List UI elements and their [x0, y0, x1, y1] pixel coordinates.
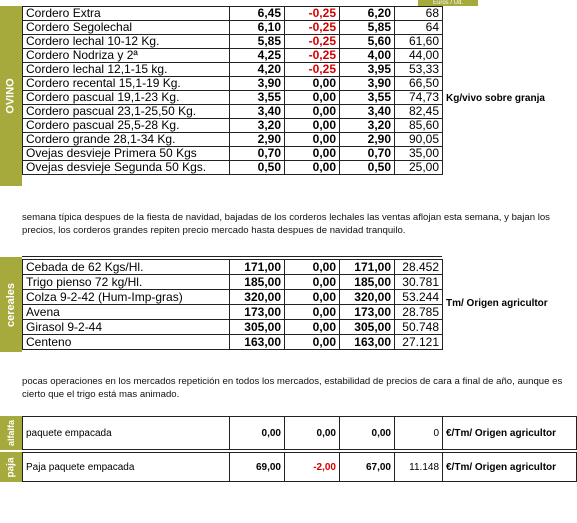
alfalfa-table: [22, 416, 577, 450]
volume: 27.121: [395, 335, 443, 350]
current-price: 163,00: [340, 335, 395, 350]
prev-price: 171,00: [230, 260, 285, 275]
prev-price: 173,00: [230, 305, 285, 320]
price-diff: 0,00: [285, 275, 340, 290]
product-name: Cordero Segolechal: [23, 21, 230, 35]
prev-price: 6,10: [230, 21, 285, 35]
product-name: Cordero lechal 10-12 Kg.: [23, 35, 230, 49]
current-price: 320,00: [340, 290, 395, 305]
prev-price: 3,90: [230, 77, 285, 91]
table-row: [23, 7, 443, 21]
table-row: [23, 91, 443, 105]
price-diff: 0,00: [285, 119, 340, 133]
alfalfa-section: [0, 416, 577, 450]
paja-side-label: paja: [0, 452, 22, 482]
prev-price: 5,85: [230, 35, 285, 49]
current-price: 0,00: [340, 417, 395, 450]
product-name: Colza 9-2-42 (Hum-Imp-gras): [23, 290, 230, 305]
unit-note: €/Tm/ Origen agricultor: [443, 453, 577, 482]
product-name: Paja paquete empacada: [23, 453, 230, 482]
unit-price: 82,45: [395, 105, 443, 119]
prev-price: 185,00: [230, 275, 285, 290]
current-price: 3,90: [340, 77, 395, 91]
current-price: 171,00: [340, 260, 395, 275]
ovino-unit-note: Kg/vivo sobre granja: [446, 93, 545, 104]
table-row: [23, 453, 577, 482]
table-row: [23, 275, 443, 290]
product-name: Cordero pascual 23,1-25,50 Kg.: [23, 105, 230, 119]
table-row: [23, 21, 443, 35]
cereales-table: [22, 259, 443, 350]
unit-price: 90,05: [395, 133, 443, 147]
unit-price: 66,50: [395, 77, 443, 91]
prev-price: 6,45: [230, 7, 285, 21]
table-row: [23, 49, 443, 63]
cereales-comment: pocas operaciones en los mercados repetición en todos los mercados, estabilidad de precios de cara a final de año, aunque es cierto que el trigo está mas animado.: [22, 376, 563, 400]
table-row: [23, 161, 443, 175]
ovino-comment: semana típica despues de la fiesta de navidad, bajadas de los corderos lechales las ventas aflojan esta semana, y bajan los precios, los corderos grandes repiten precio mercado hasta despues de navidad tranquilo.: [22, 212, 550, 236]
price-diff: -0,25: [285, 63, 340, 77]
table-row: [23, 63, 443, 77]
product-name: Ovejas desvieje Primera 50 Kgs: [23, 147, 230, 161]
unit-price: 35,00: [395, 147, 443, 161]
product-name: Ovejas desvieje Segunda 50 Kgs.: [23, 161, 230, 175]
prev-price: 2,90: [230, 133, 285, 147]
paja-table: [22, 452, 577, 482]
prev-price: 320,00: [230, 290, 285, 305]
product-name: Girasol 9-2-44: [23, 320, 230, 335]
prev-price: 163,00: [230, 335, 285, 350]
table-row: [23, 320, 443, 335]
prev-price: 305,00: [230, 320, 285, 335]
price-diff: 0,00: [285, 161, 340, 175]
table-row: [23, 133, 443, 147]
price-diff: 0,00: [285, 320, 340, 335]
paja-section: [0, 452, 577, 482]
price-diff: 0,00: [285, 335, 340, 350]
alfalfa-side-label: alfalfa: [0, 416, 22, 450]
prev-price: 3,40: [230, 105, 285, 119]
price-diff: -2,00: [285, 453, 340, 482]
table-row: [23, 260, 443, 275]
current-price: 3,20: [340, 119, 395, 133]
unit-price: 61,60: [395, 35, 443, 49]
product-name: Cordero Extra: [23, 7, 230, 21]
unit-price: 53,33: [395, 63, 443, 77]
product-name: Centeno: [23, 335, 230, 350]
current-price: 0,50: [340, 161, 395, 175]
prev-price: 0,50: [230, 161, 285, 175]
current-price: 6,20: [340, 7, 395, 21]
cereales-unit-note: Tm/ Origen agricultor: [446, 298, 548, 309]
price-diff: 0,00: [285, 290, 340, 305]
unit-price: 85,60: [395, 119, 443, 133]
price-diff: 0,00: [285, 133, 340, 147]
ovino-side-label: OVINO: [0, 6, 22, 186]
table-row: [23, 77, 443, 91]
prev-price: 3,20: [230, 119, 285, 133]
product-name: Cordero lechal 12,1-15 kg.: [23, 63, 230, 77]
cereales-section: [0, 257, 577, 352]
unit-header: Euros / Ud.: [418, 0, 478, 6]
table-row: [23, 35, 443, 49]
table-row: [23, 119, 443, 133]
price-diff: 0,00: [285, 147, 340, 161]
table-row: [23, 335, 443, 350]
product-name: Avena: [23, 305, 230, 320]
price-diff: 0,00: [285, 105, 340, 119]
cereales-side-label: cereales: [0, 257, 22, 352]
price-diff: -0,25: [285, 49, 340, 63]
price-diff: 0,00: [285, 91, 340, 105]
volume: 53.244: [395, 290, 443, 305]
price-diff: -0,25: [285, 35, 340, 49]
current-price: 0,70: [340, 147, 395, 161]
current-price: 185,00: [340, 275, 395, 290]
prev-price: 4,20: [230, 63, 285, 77]
current-price: 5,85: [340, 21, 395, 35]
product-name: paquete empacada: [23, 417, 230, 450]
prev-price: 0,70: [230, 147, 285, 161]
unit-price: 74,73: [395, 91, 443, 105]
volume: 50.748: [395, 320, 443, 335]
product-name: Cordero recental 15,1-19 Kg.: [23, 77, 230, 91]
ovino-table: [22, 6, 443, 175]
volume: 11.148: [395, 453, 443, 482]
prev-price: 3,55: [230, 91, 285, 105]
table-row: [23, 147, 443, 161]
current-price: 305,00: [340, 320, 395, 335]
current-price: 173,00: [340, 305, 395, 320]
current-price: 5,60: [340, 35, 395, 49]
unit-price: 44,00: [395, 49, 443, 63]
current-price: 3,40: [340, 105, 395, 119]
prev-price: 0,00: [230, 417, 285, 450]
table-row: [23, 290, 443, 305]
table-row: [23, 417, 577, 450]
product-name: Cebada de 62 Kgs/Hl.: [23, 260, 230, 275]
volume: 28.785: [395, 305, 443, 320]
price-diff: 0,00: [285, 417, 340, 450]
table-row: [23, 305, 443, 320]
volume: 0: [395, 417, 443, 450]
ovino-section: [0, 6, 577, 186]
unit-price: 64: [395, 21, 443, 35]
price-diff: 0,00: [285, 305, 340, 320]
volume: 30.781: [395, 275, 443, 290]
table-row: [23, 105, 443, 119]
unit-price: 25,00: [395, 161, 443, 175]
product-name: Cordero pascual 25,5-28 Kg.: [23, 119, 230, 133]
price-diff: 0,00: [285, 260, 340, 275]
product-name: Cordero grande 28,1-34 Kg.: [23, 133, 230, 147]
product-name: Cordero Nodriza y 2ª: [23, 49, 230, 63]
current-price: 4,00: [340, 49, 395, 63]
current-price: 3,55: [340, 91, 395, 105]
price-diff: -0,25: [285, 21, 340, 35]
price-diff: 0,00: [285, 77, 340, 91]
prev-price: 69,00: [230, 453, 285, 482]
current-price: 3,95: [340, 63, 395, 77]
prev-price: 4,25: [230, 49, 285, 63]
volume: 28.452: [395, 260, 443, 275]
unit-price: 68: [395, 7, 443, 21]
current-price: 2,90: [340, 133, 395, 147]
product-name: Trigo pienso 72 kg/Hl.: [23, 275, 230, 290]
unit-note: €/Tm/ Origen agricultor: [443, 417, 577, 450]
price-diff: -0,25: [285, 7, 340, 21]
product-name: Cordero pascual 19,1-23 Kg.: [23, 91, 230, 105]
current-price: 67,00: [340, 453, 395, 482]
